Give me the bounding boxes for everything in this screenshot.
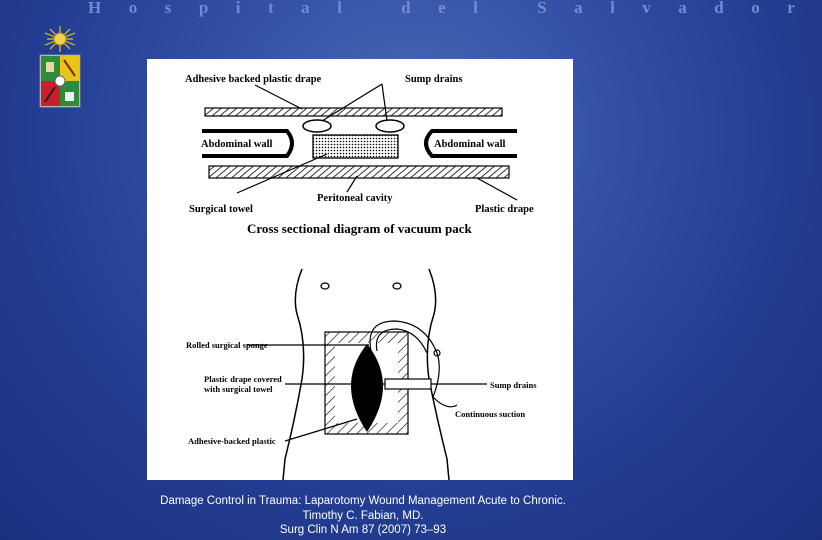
cross-section-caption: Cross sectional diagram of vacuum pack <box>247 221 472 236</box>
cross-section-diagram <box>185 74 534 236</box>
sump-drain-left <box>303 120 331 132</box>
label-adhesive-backed-plastic: Adhesive-backed plastic <box>188 436 276 446</box>
torso-diagram <box>186 269 537 480</box>
label-peritoneal-cavity: Peritoneal cavity <box>317 193 393 204</box>
label-plastic-drape: Plastic drape <box>475 204 534 215</box>
label-plastic-drape-covered-1: Plastic drape covered <box>204 374 282 384</box>
sump-drain-tube <box>385 379 431 389</box>
label-rolled-sponge: Rolled surgical sponge <box>186 340 268 350</box>
label-surgical-towel: Surgical towel <box>189 204 253 215</box>
university-crest-icon <box>37 24 83 110</box>
torso-outline-left <box>283 269 304 480</box>
label-abdominal-wall-right: Abdominal wall <box>434 139 506 150</box>
adhesive-drape-layer <box>205 108 502 116</box>
label-sump-drains-top: Sump drains <box>405 74 463 85</box>
label-plastic-drape-covered-2: with surgical towel <box>204 384 273 394</box>
sump-drain-right <box>376 120 404 132</box>
citation-author: Timothy C. Fabian, MD. <box>302 509 424 522</box>
hospital-title: Hospital del Salvador <box>88 0 822 17</box>
label-abdominal-wall-left: Abdominal wall <box>201 139 273 150</box>
label-continuous-suction: Continuous suction <box>455 409 526 419</box>
label-sump-drains-bottom: Sump drains <box>490 380 537 390</box>
nipple-right <box>393 283 401 289</box>
torso-outline-right <box>427 269 449 480</box>
vacuum-pack-figure <box>147 59 573 480</box>
citation-journal: Surg Clin N Am 87 (2007) 73–93 <box>279 524 447 536</box>
nipple-left <box>321 283 329 289</box>
plastic-drape-layer <box>209 166 509 178</box>
citation <box>0 494 726 538</box>
label-adhesive-drape: Adhesive backed plastic drape <box>185 74 322 85</box>
citation-title: Damage Control in Trauma: Laparotomy Wound Management Acute to Chronic. <box>160 495 566 507</box>
